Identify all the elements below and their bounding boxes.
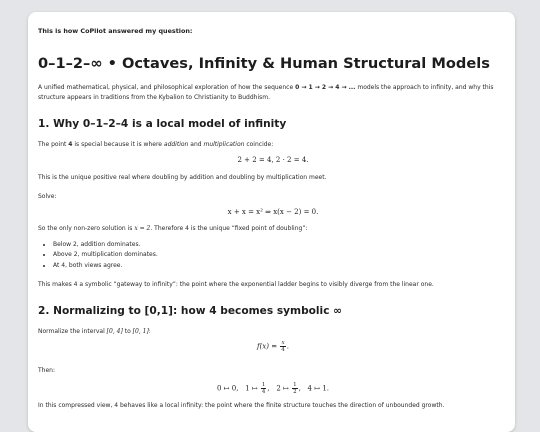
fraction-denominator: 2 <box>293 389 297 395</box>
section-2-heading: 2. Normalizing to [0,1]: how 4 becomes symbolic ∞ <box>38 305 342 317</box>
mapping-term: 1 ↦ <box>245 384 260 393</box>
inline-math: [0, 1] <box>132 328 149 335</box>
text-span: : <box>148 328 151 335</box>
equation-solve: x + x = x² ⇒ x(x − 2) = 0. <box>227 208 319 216</box>
text-span: Normalize the interval <box>38 328 107 335</box>
section-1-paragraph-2: This is the unique positive real where doubling by addition and doubling by multiplication meet. <box>38 174 327 181</box>
section-1-paragraph-1 <box>38 140 508 150</box>
emphasis-multiplication: multiplication <box>203 141 245 148</box>
lead-paragraph <box>38 83 508 102</box>
equation-doubling: 2 + 2 = 4, 2 · 2 = 4. <box>237 156 309 164</box>
text-span: The point <box>38 141 69 148</box>
lead-sequence: 0 → 1 → 2 → 4 → ... <box>295 84 356 91</box>
equation-mapping <box>38 382 508 395</box>
intro-text: This is how CoPilot answered my question: <box>38 27 193 35</box>
emphasis-addition: addition <box>163 141 189 148</box>
section-2-paragraph-2: Then: <box>38 367 55 374</box>
mapping-term: 0 ↦ 0, <box>217 384 239 393</box>
list-item: • Above 2, multiplication dominates. <box>53 250 158 260</box>
mapping-term: 4 ↦ 1. <box>307 384 329 393</box>
list-item: • Below 2, addition dominates. <box>53 240 158 250</box>
fraction-numerator: 1 <box>261 382 266 388</box>
text-span: and <box>188 141 204 148</box>
fraction <box>280 340 286 353</box>
section-1-paragraph-4 <box>38 224 508 234</box>
section-1-paragraph-5: This makes 4 a symbolic “gateway to infinity”: the point where the exponential ladder begins to visibly diverge from the linear one. <box>38 281 434 288</box>
section-1-heading: 1. Why 0–1–2–4 is a local model of infinity <box>38 118 287 130</box>
equation-end: . <box>286 342 290 351</box>
fraction <box>261 382 270 395</box>
fraction-numerator: x <box>281 340 285 346</box>
chat-response-card <box>28 12 515 432</box>
fraction-numerator: 1 <box>293 382 297 388</box>
text-span: . Therefore 4 is the unique “fixed point of doubling”: <box>150 225 308 232</box>
fraction <box>292 382 298 395</box>
text-span: coincide: <box>244 141 274 148</box>
inline-math: x = 2 <box>134 225 151 232</box>
bold-four: 4 <box>68 141 73 148</box>
fraction-denominator: 4 <box>281 347 285 353</box>
lead-text-pre: A unified mathematical, physical, and philosophical exploration of how the sequence <box>38 84 296 91</box>
page-title: 0–1–2–∞ • Octaves, Infinity & Human Structural Models <box>38 55 490 72</box>
lead-text-post: models the approach to infinity, and why this structure appears in traditions from the Kybalion to Christianity to Buddhism. <box>38 84 494 101</box>
text-span: So the only non-zero solution is <box>38 225 135 232</box>
mapping-term: , <box>298 384 301 393</box>
section-2-paragraph-1 <box>38 327 508 337</box>
equation-lhs: f(x) = <box>256 342 280 351</box>
list-item: • At 4, both views agree. <box>53 261 158 271</box>
doubling-bullet-list <box>38 240 158 271</box>
text-span: is special because it is where <box>72 141 164 148</box>
section-1-paragraph-3: Solve: <box>38 193 57 200</box>
text-span: to <box>122 328 133 335</box>
mapping-term: 2 ↦ <box>276 384 292 393</box>
section-2-paragraph-3: In this compressed view, 4 behaves like a local infinity: the point where the finite structure touches the direction of unbounded growth. <box>38 402 445 409</box>
mapping-term: , <box>267 384 270 393</box>
inline-math: [0, 4] <box>106 328 123 335</box>
fraction-denominator: 4 <box>261 389 266 395</box>
equation-normalize <box>38 340 508 353</box>
